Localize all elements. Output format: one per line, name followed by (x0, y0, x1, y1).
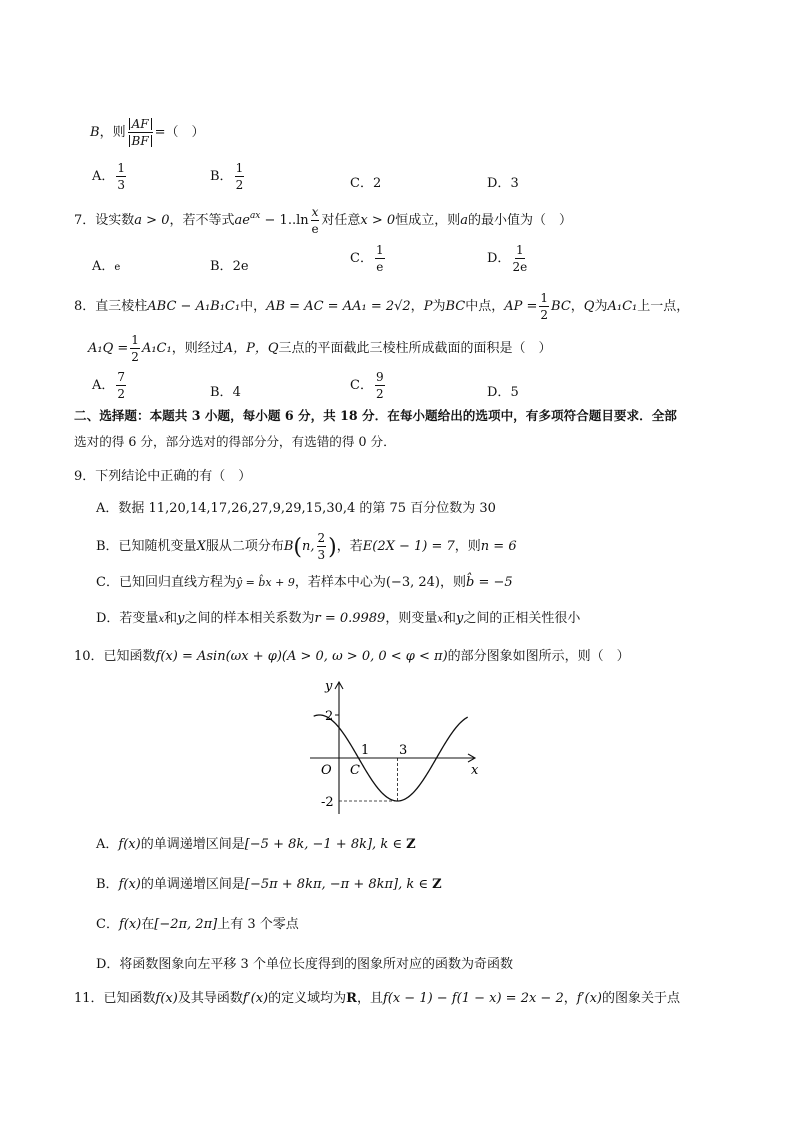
q8-aq-tail: A₁C₁ (141, 341, 172, 356)
q10-tick-2-label: 2 (325, 709, 334, 724)
q9-option-c (96, 576, 513, 589)
q8-option-c-num: 9 (375, 370, 384, 384)
q10-a-mid: 的单调递增区间是 (140, 837, 245, 852)
q8-ap-den: 2 (540, 308, 549, 322)
q6-option-a-fraction (116, 162, 126, 191)
q6-option-b-label: B． (210, 169, 233, 184)
q8-line1-d: 为 (432, 299, 446, 314)
q6-option-a (92, 162, 128, 191)
q10-stem-b: 的部分图象如图所示，则（ ） (447, 649, 630, 664)
q8-ap: AP = (504, 299, 538, 314)
q11-f: f(x) (155, 991, 178, 1006)
q6-option-c-label: C． (350, 176, 373, 191)
q8-line1 (74, 292, 689, 321)
q10-b-f: f(x) (118, 877, 141, 892)
q7-option-c-num: 1 (375, 243, 384, 257)
q7-var: a (460, 213, 468, 228)
q8-eq1: AB = AC = AA₁ = 2√2 (266, 299, 411, 314)
q9-b-dist: B (283, 539, 294, 554)
q9-b-tail: ，则 (454, 539, 481, 554)
q9-c-mid: ，若样本中心为 (294, 575, 386, 590)
q6-option-b-num: 1 (235, 161, 244, 175)
q10-b-z: Z (432, 877, 442, 892)
q6-abs-num: AF (129, 118, 152, 130)
q8-line1-b: 中， (240, 299, 267, 314)
q11-fp: f′(x) (242, 991, 269, 1006)
q10-stem-a: 10．已知函数 (74, 649, 156, 664)
q8-aq-den: 2 (131, 350, 139, 364)
q8-option-b (210, 381, 241, 400)
q9-d-y: y (177, 611, 185, 626)
q6-option-c-value: 2 (372, 176, 382, 191)
q11-c: 的定义域均为 (268, 991, 347, 1006)
q8-option-c-den: 2 (375, 387, 384, 401)
q8-ap-tail: BC (551, 299, 571, 314)
q10-a-pre: A． (96, 837, 119, 852)
q10-c-int: [−2π, 2π] (154, 917, 218, 932)
section2-line2: 选对的得 6 分，部分选对的得部分分，有选错的得 0 分． (74, 434, 396, 449)
q11-e: ， (563, 991, 577, 1006)
q9-d-x2: x (437, 614, 443, 625)
q7-option-d (487, 244, 529, 273)
q8-q: Q (583, 299, 595, 314)
q7-option-d-num: 1 (515, 243, 524, 257)
q6-tail: =（ ） (154, 125, 205, 140)
q9-d-tail: 之间的正相关性很小 (463, 611, 581, 626)
q9-c-pt: (−3, 24) (385, 575, 440, 590)
q7-option-b-label: B． (210, 259, 233, 274)
q11-stem (74, 992, 680, 1005)
q6-mid: ，则 (99, 125, 126, 140)
q9-option-b (96, 532, 517, 561)
q8-line1-g: 为 (594, 299, 608, 314)
q10-option-d: D．将函数图象向左平移 3 个单位长度得到的图象所对应的函数为奇函数 (96, 957, 513, 972)
q8-line1-c: ， (410, 299, 424, 314)
q8-ap-num: 1 (540, 291, 549, 305)
q8-line2 (88, 334, 552, 363)
q9-d-pre: D．若变量 (96, 611, 159, 626)
q8-aq-fraction (130, 334, 140, 363)
q7-option-d-den: 2e (512, 260, 528, 274)
q9-b-x: X (196, 539, 206, 554)
q7-stem (74, 206, 572, 235)
q10-tick-1-label: 1 (361, 743, 370, 758)
q11-a: 11．已知函数 (74, 991, 156, 1006)
q9-b-fraction (317, 532, 327, 561)
q6-option-b (210, 162, 246, 191)
q7-expr: ae (234, 213, 250, 228)
q11-fp2: f′(x) (576, 991, 602, 1006)
q8-option-a-label: A． (92, 378, 115, 393)
q7-text-a: 7．设实数 (74, 213, 135, 228)
q10-option-b (96, 878, 442, 891)
q8-prism: ABC − A₁B₁C₁ (147, 299, 241, 314)
q10-c-tail: 上有 3 个零点 (217, 917, 299, 932)
q8-aq-num: 1 (131, 333, 139, 347)
q10-axes (310, 682, 475, 814)
q9-b-num: 2 (317, 531, 326, 545)
q8-line1-a: 8．直三棱柱 (74, 299, 148, 314)
q10-y-label: y (325, 679, 333, 694)
q8-option-a-den: 2 (117, 387, 126, 401)
q9-d-and: 和 (164, 611, 178, 626)
q6-option-b-den: 2 (235, 178, 244, 192)
q10-x-label: x (471, 763, 479, 778)
q8-apq: A，P，Q (223, 341, 279, 356)
q9-d-r: r = 0.9989 (314, 611, 386, 626)
q7-cond2: x > 0 (360, 213, 396, 228)
q7-expr-b: − 1..ln (260, 213, 309, 228)
q8-option-c-label: C． (350, 378, 373, 393)
q10-b-int: [−5π + 8kπ, −π + 8kπ], k ∈ (244, 877, 433, 892)
q6-stem (90, 118, 204, 147)
q9-b-den: 3 (317, 548, 326, 562)
q9-c-res: b̂ = −5 (466, 575, 513, 590)
q8-line2-c: 三点的平面截此三棱柱所成截面的面积是（ ） (278, 341, 552, 356)
q10-option-c (96, 918, 299, 931)
q7-text-d: 恒成立，则 (395, 213, 461, 228)
q9-option-d (96, 612, 580, 625)
q11-d: ，且 (356, 991, 383, 1006)
q9-b-paren-open: ( (293, 535, 302, 560)
q10-cond: (A > 0, ω > 0, 0 < φ < π) (281, 649, 448, 664)
q9-d-x: x (158, 614, 165, 625)
q9-b-mid2: ，若 (336, 539, 363, 554)
q7-option-a (92, 255, 120, 274)
q9-b-e: E(2X − 1) = 7 (362, 539, 455, 554)
q9-stem: 9．下列结论中正确的有（ ） (74, 469, 252, 484)
q11-f2: 的图象关于点 (602, 991, 681, 1006)
q7-option-d-label: D． (487, 251, 511, 266)
q9-b-mid: 服从二项分布 (205, 539, 284, 554)
q10-c-label: C (350, 763, 360, 778)
q7-option-a-value: e (114, 262, 121, 273)
q7-text-c: 对任意 (321, 213, 361, 228)
q9-b-n: n, (302, 539, 315, 554)
q8-bc: BC (445, 299, 466, 314)
q8-option-c (350, 371, 387, 400)
q6-option-d-value: 3 (510, 176, 519, 191)
q7-text-e: 的最小值为（ ） (467, 213, 572, 228)
q7-option-d-fraction (512, 244, 527, 273)
q8-line2-a: A₁Q = (88, 341, 129, 356)
q10-c-f: f(x) (118, 917, 142, 932)
q6-abs-fraction (128, 118, 153, 147)
q7-option-c (350, 244, 387, 273)
q7-expr-sup: ax (249, 211, 261, 221)
q8-a1c1: A₁C₁ (607, 299, 638, 314)
q9-c-eq: ŷ = b̂x + 9 (235, 576, 295, 589)
q11-r: R (346, 991, 357, 1006)
q9-d-y2: y (456, 611, 464, 626)
q9-c-tail: ，则 (439, 575, 466, 590)
q10-fx: f(x) = Asin(ωx + φ) (155, 649, 282, 664)
q10-c-pre: C． (96, 917, 119, 932)
q8-option-d-label: D． (487, 385, 511, 400)
q10-a-z: Z (406, 837, 416, 852)
q11-b: 及其导函数 (177, 991, 243, 1006)
q8-p: P (423, 299, 433, 314)
q10-b-mid: 的单调递增区间是 (140, 877, 245, 892)
q6-option-d-label: D． (487, 176, 511, 191)
q8-option-c-fraction (375, 371, 385, 400)
q7-cond: a > 0 (134, 213, 170, 228)
q7-frac-num: x (311, 205, 319, 219)
q8-line1-f: ， (570, 299, 584, 314)
q9-b-paren-close: ) (328, 535, 337, 560)
section2-line1 (74, 410, 677, 423)
q10-a-int: [−5 + 8k, −1 + 8k], k ∈ (244, 837, 407, 852)
q10-option-a (96, 838, 416, 851)
q7-option-b-value: 2e (232, 259, 249, 274)
q8-option-a-num: 7 (117, 370, 126, 384)
q7-frac-den: e (311, 222, 319, 236)
q10-b-pre: B． (96, 877, 119, 892)
q8-option-a-fraction (116, 371, 126, 400)
q7-option-a-label: A． (92, 259, 115, 274)
q9-d-and2: 和 (442, 611, 456, 626)
q8-line2-b: ，则经过 (171, 341, 224, 356)
q8-option-d (487, 381, 519, 400)
q9-b-res: n = 6 (480, 539, 517, 554)
q10-tick-3-label: 3 (399, 743, 408, 758)
q9-b-pre: B．已知随机变量 (96, 539, 197, 554)
q6-option-b-fraction (235, 162, 245, 191)
q6-option-a-den: 3 (117, 178, 126, 192)
q8-ap-fraction (539, 292, 549, 321)
q10-stem (74, 650, 630, 663)
q6-option-a-num: 1 (117, 161, 126, 175)
q10-sine-graph (305, 676, 485, 818)
q6-lead: B (90, 125, 100, 140)
q7-option-c-label: C． (350, 251, 373, 266)
q6-option-d (487, 172, 519, 191)
q8-line1-h: 上一点， (637, 299, 690, 314)
q10-origin-label: O (321, 763, 332, 778)
q6-option-a-label: A． (92, 169, 115, 184)
q9-c-pre: C．已知回归直线方程为 (96, 575, 236, 590)
q7-fraction (311, 206, 320, 235)
q10-guides (339, 758, 398, 801)
q7-option-c-fraction (375, 244, 385, 273)
section2-heading: 二、选择题：本题共 3 小题，每小题 6 分，共 18 分．在每小题给出的选项中，有多项符合题目要求．全部 (74, 408, 677, 423)
q11-eq: f(x − 1) − f(1 − x) = 2x − 2 (382, 991, 564, 1006)
q9-d-mid2: ，则变量 (385, 611, 438, 626)
q8-option-d-value: 5 (510, 385, 519, 400)
q6-abs-den: BF (129, 135, 152, 147)
q10-c-mid: 在 (141, 917, 155, 932)
q8-option-b-label: B． (210, 385, 233, 400)
q8-option-a (92, 371, 128, 400)
q9-option-a: A．数据 11,20,14,17,26,27,9,29,15,30,4 的第 75 百分位数为 30 (96, 501, 496, 516)
q8-line1-e: 中点， (465, 299, 505, 314)
q9-d-mid: 之间的样本相关系数为 (184, 611, 315, 626)
q7-option-b (210, 255, 249, 274)
q7-text-b: ，若不等式 (169, 213, 235, 228)
q6-option-c (350, 172, 381, 191)
q10-a-f: f(x) (118, 837, 141, 852)
q8-option-b-value: 4 (232, 385, 241, 400)
q7-option-c-den: e (376, 260, 384, 274)
q10-tick-neg2-label: -2 (321, 795, 334, 810)
